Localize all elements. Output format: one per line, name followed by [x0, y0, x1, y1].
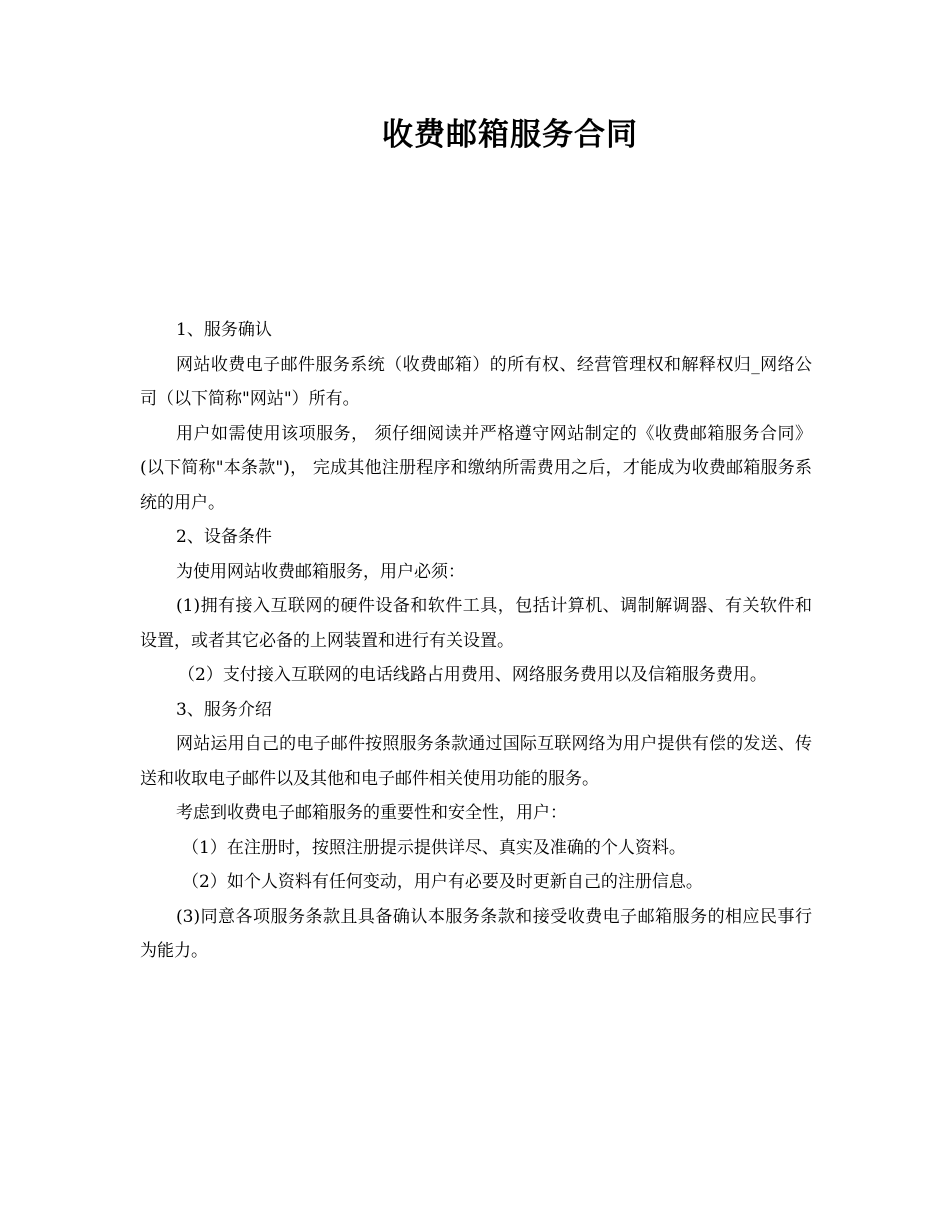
section-heading-service-introduction: 3、服务介绍 — [176, 699, 272, 720]
list-item-equipment-1: (1)拥有接入互联网的硬件设备和软件工具，包括计算机、调制解调器、有关软件和设置，或者其它必备的上网装置和进行有关设置。 — [140, 596, 812, 651]
paragraph-user-agreement: 用户如需使用该项服务， 须仔细阅读并严格遵守网站制定的《收费邮箱服务合同》(以下简称"本条款")， 完成其他注册程序和缴纳所需费用之后，才能成为收费邮箱服务系统的用户。 — [140, 423, 812, 513]
document-body — [140, 313, 812, 969]
paragraph-equipment-intro: 为使用网站收费邮箱服务，用户必须： — [176, 561, 465, 582]
section-heading-service-confirmation: 1、服务确认 — [176, 320, 272, 340]
list-item-obligation-1: （1）在注册时，按照注册提示提供详尽、真实及准确的个人资料。 — [182, 837, 686, 858]
list-item-obligation-3: (3)同意各项服务条款且具备确认本服务条款和接受收费电子邮箱服务的相应民事行为能力。 — [140, 906, 812, 961]
list-item-obligation-2: （2）如个人资料有任何变动，用户有必要及时更新自己的注册信息。 — [182, 872, 703, 892]
document-title: 收费邮箱服务合同 — [382, 117, 638, 153]
paragraph-user-obligations-intro: 考虑到收费电子邮箱服务的重要性和安全性，用户： — [176, 803, 567, 823]
section-heading-equipment-conditions: 2、设备条件 — [176, 527, 272, 547]
paragraph-ownership: 网站收费电子邮件服务系统（收费邮箱）的所有权、经营管理权和解释权归_网络公司（以下简称"网站"）所有。 — [140, 354, 812, 409]
paragraph-service-description: 网站运用自己的电子邮件按照服务条款通过国际互联网络为用户提供有偿的发送、传送和收取电子邮件以及其他和电子邮件相关使用功能的服务。 — [140, 734, 812, 789]
list-item-equipment-2: （2）支付接入互联网的电话线路占用费用、网络服务费用以及信箱服务费用。 — [178, 665, 767, 685]
